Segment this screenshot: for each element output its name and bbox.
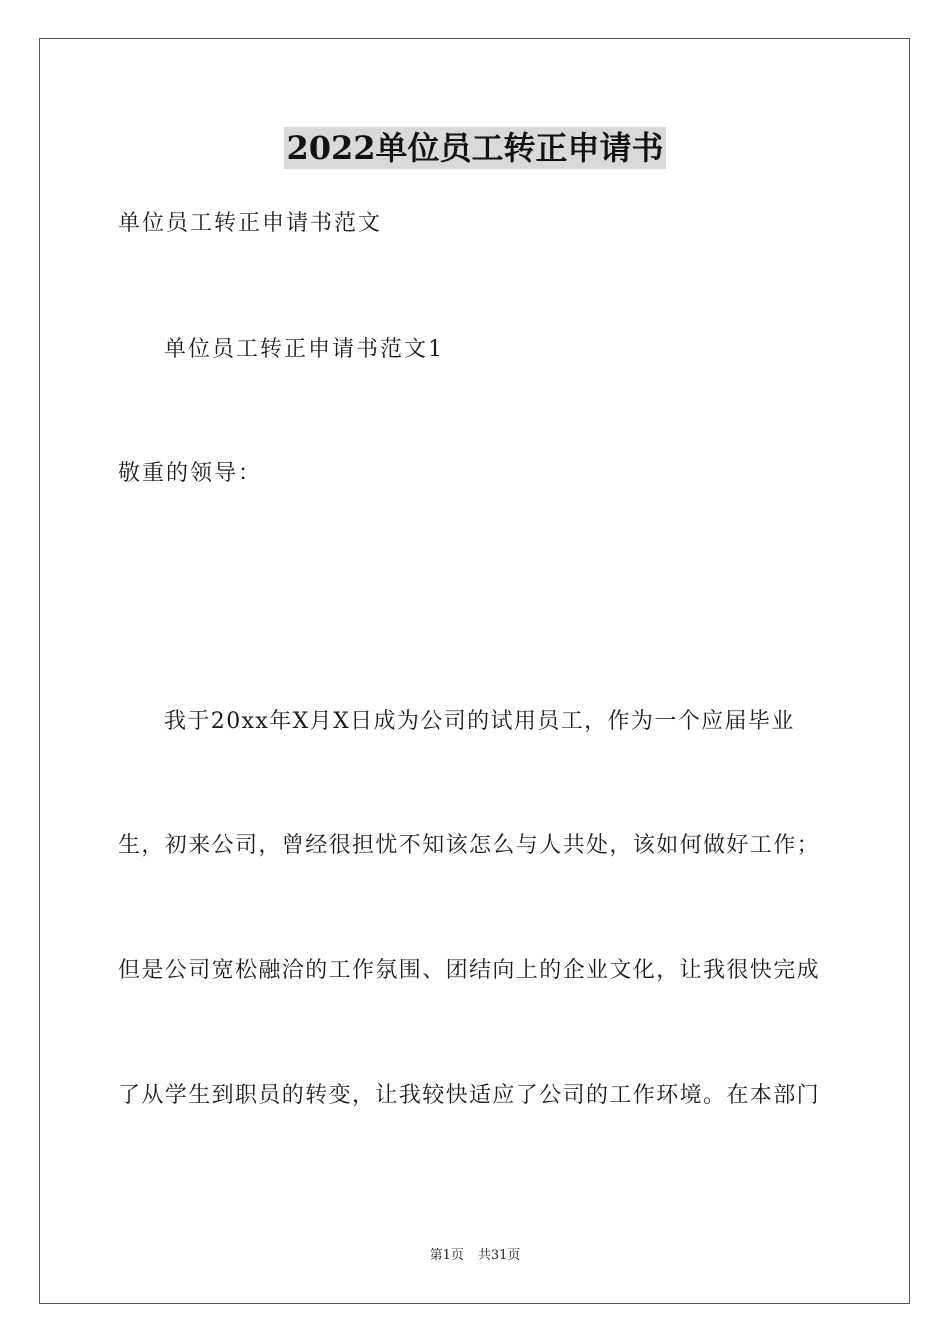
body-paragraph-line: 我于20xx年X月X日成为公司的试用员工，作为一个应届毕业 — [164, 709, 795, 734]
page-number: 第1页 — [429, 1248, 464, 1263]
document-title: 2022单位员工转正申请书 — [286, 129, 664, 167]
document-subtitle: 单位员工转正申请书范文 — [118, 211, 383, 236]
body-paragraph-line: 了从学生到职员的转变，让我较快适应了公司的工作环境。在本部门 — [118, 1083, 821, 1108]
body-paragraph-line: 生，初来公司，曾经很担忧不知该怎么与人共处，该如何做好工作； — [118, 833, 821, 858]
page-footer — [0, 1247, 950, 1265]
title-container — [0, 127, 950, 169]
salutation: 敬重的领导： — [118, 461, 263, 486]
total-pages: 共31页 — [477, 1248, 521, 1263]
section-heading: 单位员工转正申请书范文1 — [164, 337, 444, 362]
body-paragraph-line: 但是公司宽松融洽的工作氛围、团结向上的企业文化，让我很快完成 — [118, 958, 821, 983]
